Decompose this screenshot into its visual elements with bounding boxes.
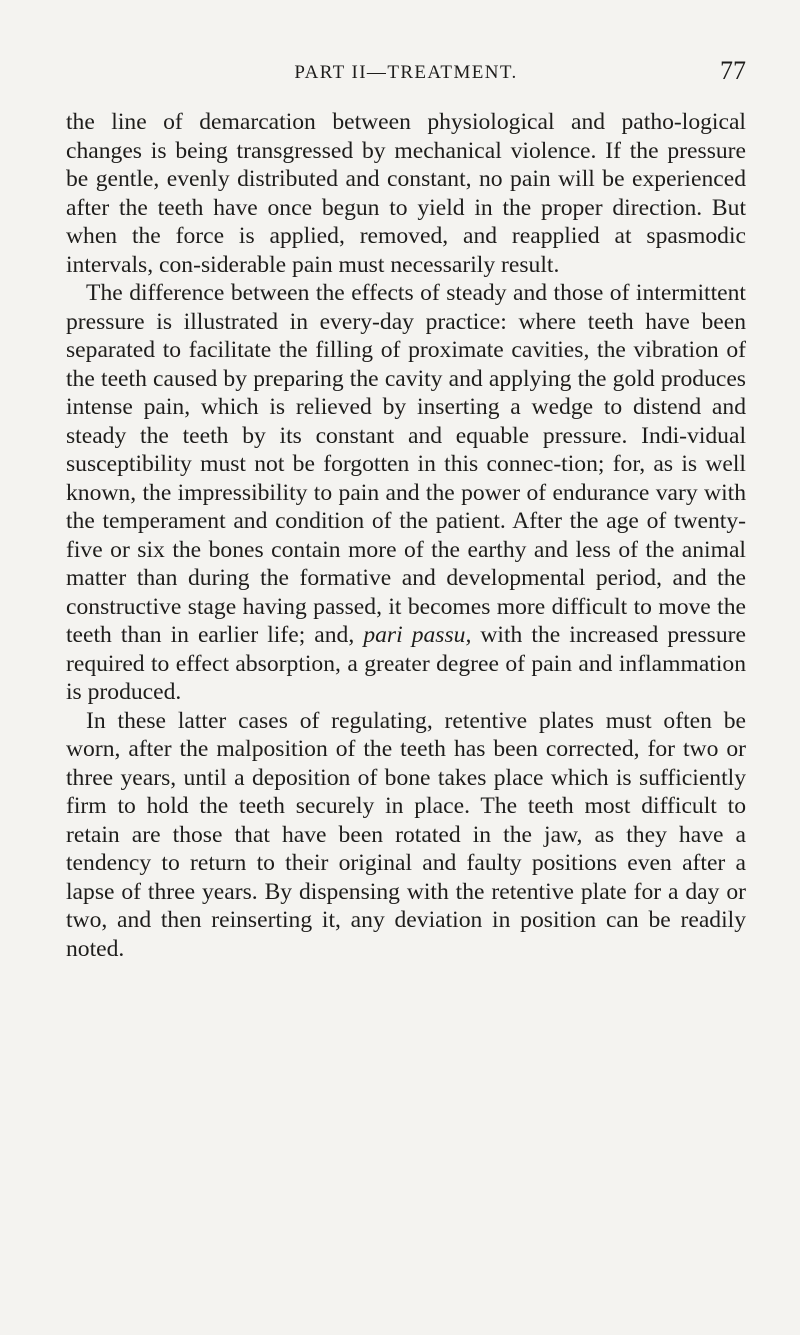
paragraph-3: In these latter cases of regulating, retentive plates must often be worn, after the malposition of the teeth has been corrected, for two or three years, until a deposition of bone takes place which is sufficiently firm to hold the teeth securely in place. The teeth most difficult to retain are those that have been rotated in the jaw, as they have a tendency to return to their original and faulty positions even after a lapse of three years. By dispensing with the retentive plate for a day or two, and then reinserting it, any deviation in position can be readily noted. <box>66 707 746 962</box>
running-title: PART II—TREATMENT. <box>294 62 518 83</box>
page-number: 77 <box>720 56 746 85</box>
latin-phrase: pari passu, <box>363 622 472 648</box>
paragraph-2-part-a: The difference between the effects of steady and those of intermittent pressure is illustrated in every-day practice: where teeth have been separated to facilitate the filling of proximate cavities, the vibration of the teeth caused by preparing the cavity and applying the gold produces intense pain, which is relieved by inserting a wedge to distend and steady the teeth by its constant and equable pressure. Indi-vidual susceptibility must not be forgotten in this connec-tion; for, as is well known, the impressibility to pain and the power of endurance vary with the temperament and condition of the patient. After the age of twenty-five or six the bones contain more of the earthy and less of the animal matter than during the formative and developmental period, and the constructive stage having passed, it becomes more difficult to move the teeth than in earlier life; and, <box>66 280 746 648</box>
paragraph-1: the line of demarcation between physiological and patho-logical changes is being transgressed by mechanical violence. If the pressure be gentle, evenly distributed and constant, no pain will be experienced after the teeth have once begun to yield in the proper direction. But when the force is applied, removed, and reapplied at spasmodic intervals, con-siderable pain must necessarily result. <box>66 109 746 278</box>
paragraph-2-part-b: with the increased pressure required to effect absorption, a greater degree of pain and inflammation is produced. <box>66 622 746 705</box>
paragraph-2 <box>66 279 746 707</box>
running-head <box>66 56 746 90</box>
body-text <box>66 108 746 963</box>
